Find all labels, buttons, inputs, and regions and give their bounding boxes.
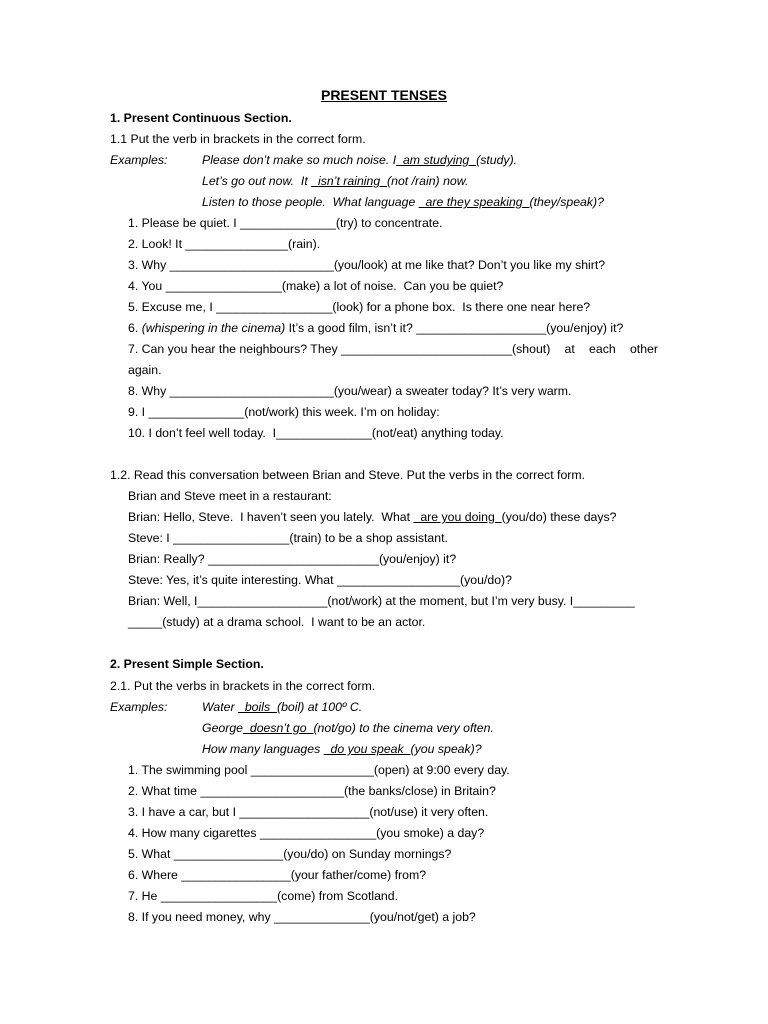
exercise-item: 2. What time _____________________(the banks/close) in Britain? (128, 784, 496, 798)
exercise-item: 6. Where ________________(your father/come) from? (128, 868, 427, 882)
exercise-item: 8. Why ________________________(you/wear) a sweater today? It’s very warm. (128, 384, 572, 398)
section12-instruction: 1.2. Read this conversation between Brian and Steve. Put the verbs in the correct form. (110, 468, 586, 482)
exercise-item: 3. I have a car, but I ___________________(not/use) it very often. (128, 805, 489, 819)
exercise-item: 9. I ______________(not/work) this week. I’m on holiday: (128, 405, 440, 419)
dialogue-line: Steve: Yes, it’s quite interesting. What __________________(you/do)? (128, 573, 512, 587)
section2-instruction: 2.1. Put the verbs in brackets in the correct form. (110, 679, 376, 693)
exercise-item: 5. Excuse me, I _________________(look) for a phone box. Is there one near here? (128, 300, 591, 314)
section2-example-1: Water boils (boil) at 100º C. (202, 700, 363, 714)
section2-examples-label: Examples: (110, 700, 168, 714)
dialogue-line: Brian: Hello, Steve. I haven’t seen you lately. What are you doing (you/do) these days? (128, 510, 617, 524)
dialogue-line: _____(study) at a drama school. I want to be an actor. (128, 615, 426, 629)
exercise-item: 3. Why ________________________(you/look) at me like that? Don’t you like my shirt? (128, 258, 606, 272)
exercise-item: 2. Look! It _______________(rain). (128, 237, 321, 251)
exercise-item-continuation: again. (128, 363, 162, 377)
exercise-item: 8. If you need money, why ______________(you/not/get) a job? (128, 910, 476, 924)
exercise-item: 5. What ________________(you/do) on Sunday mornings? (128, 847, 452, 861)
exercise-item: 4. How many cigarettes _________________(you smoke) a day? (128, 826, 485, 840)
section1-heading: 1. Present Continuous Section. (110, 111, 292, 125)
exercise-item: 6. (whispering in the cinema) It’s a good film, isn’t it? ___________________(you/enjoy) it? (128, 321, 624, 335)
exercise-item: 10. I don’t feel well today. I______________(not/eat) anything today. (128, 426, 504, 440)
section2-heading: 2. Present Simple Section. (110, 657, 264, 671)
exercise-item: 7. He _________________(come) from Scotland. (128, 889, 399, 903)
dialogue-line: Steve: I _________________(train) to be a shop assistant. (128, 531, 448, 545)
exercise-item: 7. Can you hear the neighbours? They _________________________(shout) at each other (128, 342, 658, 356)
section1-example-2: Let’s go out now. It isn’t raining (not /rain) now. (202, 174, 469, 188)
exercise-item: 1. Please be quiet. I ______________(try) to concentrate. (128, 216, 443, 230)
dialogue-line: Brian: Well, I___________________(not/work) at the moment, but I’m very busy. I_________ (128, 594, 635, 608)
exercise-item: 1. The swimming pool __________________(open) at 9:00 every day. (128, 763, 510, 777)
section1-examples-label: Examples: (110, 153, 168, 167)
section1-example-3: Listen to those people. What language are they speaking (they/speak)? (202, 195, 604, 209)
section12-intro: Brian and Steve meet in a restaurant: (128, 489, 332, 503)
section1-instruction: 1.1 Put the verb in brackets in the correct form. (110, 132, 366, 146)
page-title: PRESENT TENSES (320, 87, 448, 103)
section1-example-1: Please don’t make so much noise. I am studying (study). (202, 153, 518, 167)
exercise-item: 4. You _________________(make) a lot of noise. Can you be quiet? (128, 279, 504, 293)
dialogue-line: Brian: Really? _________________________(you/enjoy) it? (128, 552, 457, 566)
section2-example-2: George doesn’t go (not/go) to the cinema very often. (202, 721, 494, 735)
section2-example-3: How many languages do you speak (you speak)? (202, 742, 482, 756)
